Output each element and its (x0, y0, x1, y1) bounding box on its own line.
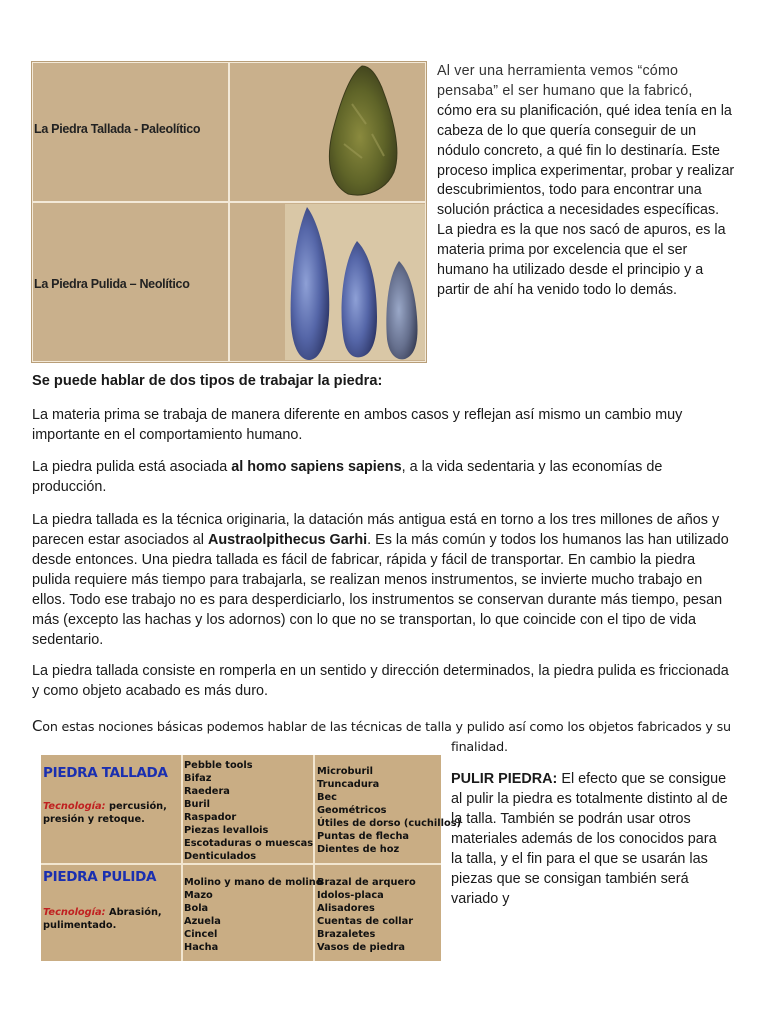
nociones-line1: on estas nociones básicas podemos hablar de las técnicas de talla y pulido así como los objetos fabricados y su (42, 719, 731, 734)
list-item: Denticulados (184, 851, 257, 862)
list-item: Microburil (317, 766, 374, 777)
pulida-tecnologia-text: Abrasión, pulimentado. (43, 907, 162, 931)
table-divider (41, 863, 441, 865)
paragraph-nociones (32, 716, 732, 757)
list-item: Truncadura (317, 779, 380, 790)
table-divider (181, 755, 183, 961)
list-item: Hacha (184, 942, 219, 953)
list-item: Bifaz (184, 773, 212, 784)
list-item: Raspador (184, 812, 237, 823)
list-item: Dientes de hoz (317, 844, 400, 855)
list-item: Pebble tools (184, 760, 253, 771)
list-item: Buril (184, 799, 210, 810)
list-item: Cuentas de collar (317, 916, 414, 927)
nociones-first-letter: C (32, 717, 43, 735)
pulida-tools-list-1 (184, 876, 322, 954)
stone-tools-figure (31, 61, 427, 363)
list-item: Molino y mano de molino (184, 877, 323, 888)
piedra-pulida-title: PIEDRA PULIDA (43, 869, 157, 885)
list-item: Puntas de flecha (317, 831, 410, 842)
tallada-tools-list-1 (184, 759, 313, 863)
label-piedra-pulida: La Piedra Pulida – Neolítico (34, 277, 190, 291)
list-item: Brazaletes (317, 929, 376, 940)
list-item: Mazo (184, 890, 213, 901)
tallada-tecnologia-label: Tecnología: (43, 801, 106, 812)
pulir-text: El efecto que se consigue al pulir la piedra es totalmente distinto al de la talla. También se podrán usar otros materiales además de los conocidos para la talla, y el fin para el que se usarán las piezas que se consigan también será variado y (451, 771, 728, 907)
list-item: Escotaduras o muescas (184, 838, 314, 849)
intro-line-1: Al ver una herramienta vemos “cómo (437, 63, 679, 79)
polished-stones-image (287, 205, 427, 362)
intro-line-2: pensaba” el ser humano que la fabricó, (437, 82, 693, 99)
list-item: Geométricos (317, 805, 387, 816)
paragraph-romperla: La piedra tallada consiste en romperla en un sentido y dirección determinados, la piedra pulida es friccionada y como objeto acabado es más duro. (32, 663, 729, 699)
paragraph-materia-prima: La materia prima se trabaja de manera diferente en ambos casos y reflejan así mismo un cambio muy importante en el comportamiento humano. (32, 407, 683, 443)
tallada-tecnologia (43, 800, 173, 826)
pulir-heading: PULIR PIEDRA: (451, 771, 558, 787)
list-item: Raedera (184, 786, 230, 797)
piedra-tallada-title: PIEDRA TALLADA (43, 765, 168, 781)
p2-text-before: La piedra pulida está asociada (32, 459, 232, 475)
pulida-objects-list (317, 876, 416, 954)
intro-rest: cómo era su planificación, qué idea tenía en la cabeza de lo que quería conseguir de un nódulo concreto, a qué fin lo destinaría. Este proceso implica experimentar, probar y realizar descubrimientos, todo para encontrar una solución práctica a necesidades específicas. La piedra es la que nos sacó de apuros, es la materia prima por excelencia que el ser humano ha utilizado desde el principio y a partir de ahí ha venido todo lo demás. (437, 102, 735, 298)
chipped-stone-image (322, 64, 402, 198)
nociones-line2: finalidad. (451, 739, 508, 754)
list-item: Bec (317, 792, 337, 803)
p2-bold: al homo sapiens sapiens (231, 459, 402, 475)
tallada-tecnologia-text: percusión, presión y retoque. (43, 801, 167, 825)
section-heading: Se puede hablar de dos tipos de trabajar la piedra: (32, 373, 383, 389)
list-item: Cincel (184, 929, 218, 940)
paragraph-piedra-tallada (32, 510, 732, 650)
list-item: Piezas levallois (184, 825, 269, 836)
p3-bold: Austraolpithecus Garhi (208, 532, 368, 548)
pulida-tecnologia-label: Tecnología: (43, 907, 106, 918)
p3-text-before: La piedra tallada es la técnica originaria, la datación más antigua está en torno a los tres millones de años y parecen estar asociados al (32, 512, 720, 548)
p3-text-after: . Es la más común y todos los humanos las han utilizado desde entonces. Una piedra tallada es fácil de fabricar, rápida y fácil de transportar. En cambio la piedra pulida requiere más tiempo para trabajarla, se realizan menos instrumentos, se invierte mucho trabajo en ellos. Todo ese trabajo no es para desperdiciarlo, los instrumentos se conservan durante más tiempo, pesan más (excepto las hachas y los adornos) con lo que no se transportan, lo que coincide con el tipo de vida sedentario. (32, 532, 729, 648)
list-item: Alisadores (317, 903, 375, 914)
list-item: Azuela (184, 916, 221, 927)
stone-techniques-table (41, 755, 462, 961)
list-item: Idolos-placa (317, 890, 384, 901)
intro-paragraph (437, 62, 737, 301)
list-item: Útiles de dorso (cuchillos) (317, 818, 462, 829)
tallada-tools-list-2 (317, 765, 461, 856)
pulida-tecnologia (43, 906, 173, 932)
list-item: Bola (184, 903, 209, 914)
list-item: Brazal de arquero (317, 877, 416, 888)
p2-text-after: , a la vida sedentaria y las economías de producción. (32, 459, 663, 495)
list-item: Vasos de piedra (317, 942, 405, 953)
paragraph-piedra-pulida (32, 457, 732, 497)
label-piedra-tallada: La Piedra Tallada - Paleolítico (34, 122, 201, 136)
paragraph-pulir-piedra (451, 769, 731, 909)
